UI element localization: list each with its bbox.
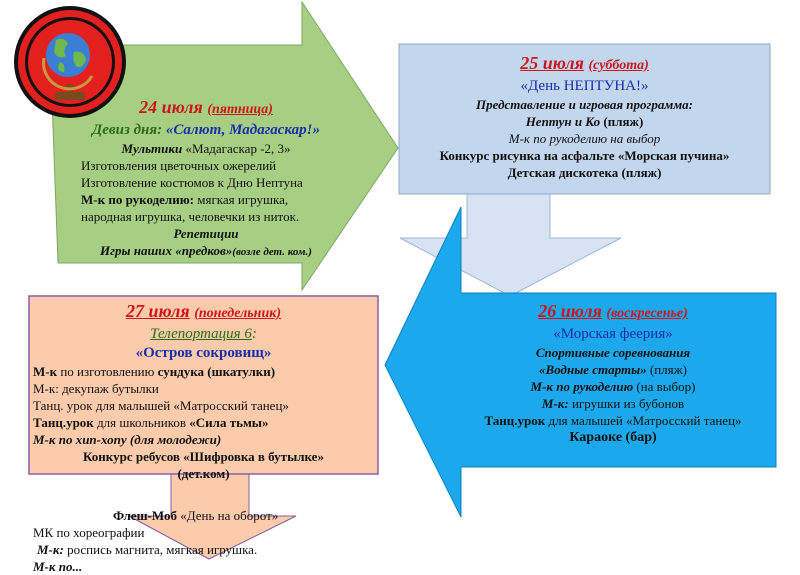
day-25-line3: М-к по рукоделию на выбор — [508, 131, 661, 146]
day-26-dance: для малышей «Матросский танец» — [548, 413, 742, 428]
day-26-line2-note: (пляж) — [649, 362, 687, 377]
day-28-line2: роспись магнита, мягкая игрушка. — [67, 542, 258, 557]
day-24-line2: Изготовление костюмов к Дню Нептуна — [81, 175, 303, 190]
day-27-line4-mid: для школьников — [97, 415, 187, 430]
day-28-line2-prefix: М-к: — [37, 542, 64, 557]
day-26-toys: игрушки из бубонов — [571, 396, 685, 411]
day-27-line4-prefix: Танц.урок — [33, 415, 94, 430]
day-24-games-note: (возле дет. ком.) — [232, 246, 312, 258]
day-26-karaoke: Караоке (бар) — [569, 430, 657, 445]
day-26-craft-prefix: М-к по рукоделию — [530, 379, 634, 394]
day-28-line1: МК по хореографии — [33, 525, 145, 540]
day-25-line2: Нептун и Ко — [525, 114, 601, 129]
day-26-craft: (на выбор) — [636, 379, 696, 394]
day-24-rehearsal: Репетиции — [173, 226, 239, 241]
day-27-line1-prefix: М-к — [33, 364, 58, 379]
day-24-line1: Изготовления цветочных ожерелий — [81, 158, 277, 173]
day-26-title: «Морская феерия» — [553, 326, 673, 342]
day-26-date: 26 июля — [538, 301, 602, 321]
day-24-cartoons-prefix: Мультики — [121, 141, 183, 156]
day-24-motto-prefix: Девиз дня: — [92, 122, 163, 138]
day-25-line4: Конкурс рисунка на асфальте «Морская пучина» — [439, 148, 730, 163]
day-24-craft2: народная игрушка, человечки из ниток. — [81, 209, 300, 224]
day-27-date: 27 июля — [125, 301, 190, 321]
day-25-line2-note: (пляж) — [603, 114, 644, 129]
day-26-block — [453, 300, 773, 446]
day-27-title: «Остров сокровищ» — [135, 345, 272, 361]
day-27-block — [31, 300, 376, 482]
day-28-flash: «День на оборот» — [180, 508, 279, 523]
day-27-line2: М-к: декупаж бутылки — [33, 381, 159, 396]
day-25-date: 25 июля — [520, 53, 584, 73]
day-27-line1-bold: сундука (шкатулки) — [157, 364, 276, 379]
day-27-teleport: Телепортация 6 — [150, 326, 252, 342]
day-27-line5: М-к по хип-хопу (для молодежи) — [33, 432, 222, 447]
day-26-line1: Спортивные соревнования — [535, 345, 691, 360]
day-25-line5: Детская дискотека (пляж) — [507, 165, 662, 180]
day-27-line7: (дет.ком) — [177, 466, 230, 481]
day-25-block — [399, 52, 770, 181]
day-24-date: 24 июля — [139, 97, 203, 117]
day-24-motto: «Салют, Мадагаскар!» — [165, 122, 320, 138]
day-24-games: Игры наших «предков» — [100, 243, 233, 258]
day-27-weekday: (понедельник) — [194, 306, 281, 321]
day-27-line1-mid: по изготовлению — [60, 364, 155, 379]
day-26-line2: «Водные старты» — [539, 362, 647, 377]
day-26-weekday: (воскресенье) — [606, 306, 688, 321]
day-27-line6: Конкурс ребусов «Шифровка в бутылке» — [83, 449, 324, 464]
day-26-toys-prefix: М-к: — [541, 396, 569, 411]
day-24-craft-prefix: М-к по рукоделию: — [81, 192, 194, 207]
day-24-cartoons: «Мадагаскар -2, 3» — [185, 141, 291, 156]
day-24-craft: мягкая игрушка, — [197, 192, 289, 207]
day-27-teleport-colon: : — [251, 326, 257, 342]
day-26-dance-prefix: Танц.урок — [484, 413, 546, 428]
day-27-line3: Танц. урок для малышей «Матросский танец» — [33, 398, 289, 413]
day-25-line1: Представление и игровая программа: — [476, 97, 693, 112]
day-28-flash-prefix: Флеш-Моб — [113, 508, 177, 523]
day-28-line3: М-к по... — [33, 559, 83, 574]
day-24-block — [56, 96, 356, 261]
day-25-title: «День НЕПТУНА!» — [520, 78, 649, 94]
day-25-weekday: (суббота) — [588, 58, 649, 73]
day-24-weekday: (пятница) — [207, 102, 273, 117]
day-27-line4-bold: «Сила тьмы» — [189, 415, 269, 430]
